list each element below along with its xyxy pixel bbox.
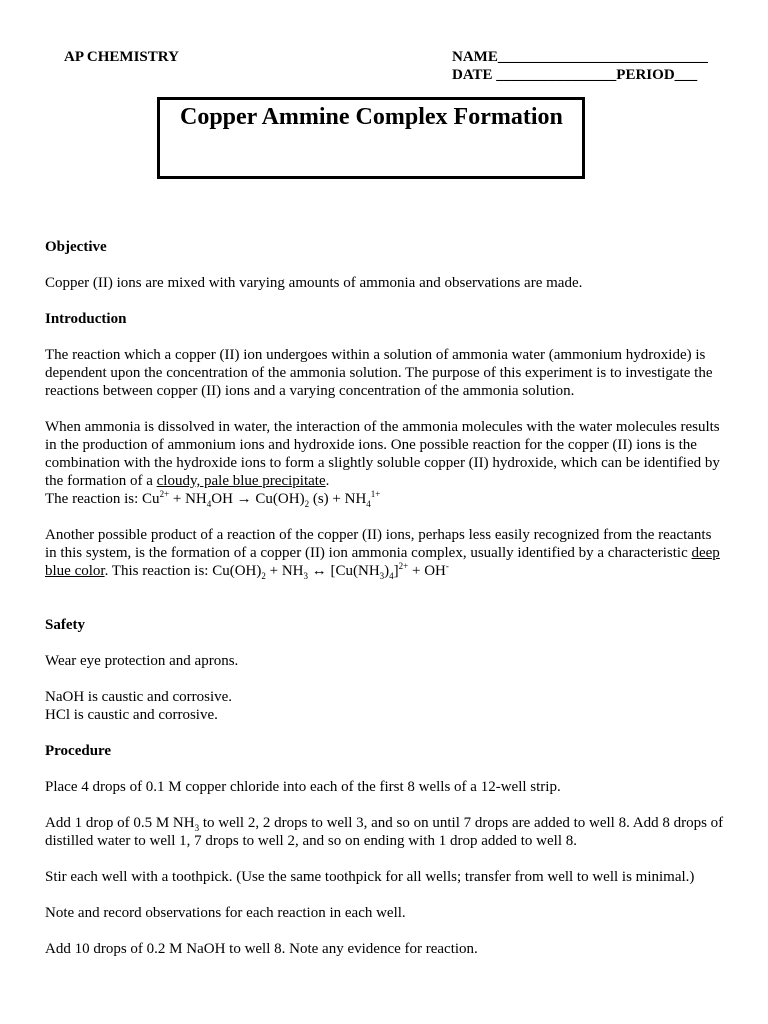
safety-line-3: HCl is caustic and corrosive. [45,707,218,723]
course-label: AP CHEMISTRY [64,49,179,65]
procedure-step-2: Add 1 drop of 0.5 M $NH_3$ to well 2, 2 drops to well 3, and so on until 7 drops are added to well 8. Add 8 drops of distilled water to well 1, 7 drops to well 2, and so on ending with 1 drop added to well 8. [45,815,724,849]
procedure-heading: Procedure [45,743,112,759]
introduction-paragraph-3: Another possible product of a reaction of the copper (II) ions, perhaps less easily recognized from the reactants in this system, is the formation of a copper (II) ion ammonia complex, usually identified by a characteristic deep blue color. This reaction is: $Cu(OH)_2 + NH_3$ ↔ $[Cu(NH_3)_4]^{2+} + OH^-$ [45,527,720,581]
date-period-line: DATE ________________PERIOD___ [452,67,698,83]
safety-line-2: NaOH is caustic and corrosive. [45,689,233,705]
introduction-paragraph-1: The reaction which a copper (II) ion undergoes within a solution of ammonia water (ammonium hydroxide) is dependent upon the concentration of the ammonia solution. The purpose of this experiment is to investigate the reactions between copper (II) ions and a varying concentration of the ammonia solution. [45,347,713,399]
procedure-step-4: Note and record observations for each reaction in each well. [45,905,406,921]
safety-heading: Safety [45,617,85,633]
objective-heading: Objective [45,239,107,255]
safety-line-1: Wear eye protection and aprons. [45,653,239,669]
procedure-step-3: Stir each well with a toothpick. (Use the same toothpick for all wells; transfer from well to well is minimal.) [45,869,695,885]
introduction-paragraph-2: When ammonia is dissolved in water, the interaction of the ammonia molecules with the water molecules results in the production of ammonium ions and hydroxide ions. One possible reaction for the copper (II) ions is the combination with the hydroxide ions to form a slightly soluble copper (II) hydroxide, which can be identified by the formation of a cloudy, pale blue precipitate. [45,419,720,489]
procedure-step-1: Place 4 drops of 0.1 M copper chloride into each of the first 8 wells of a 12-well strip. [45,779,561,795]
objective-text: Copper (II) ions are mixed with varying amounts of ammonia and observations are made. [45,275,583,291]
cloudy-precipitate-text: cloudy, pale blue precipitate [156,473,326,489]
procedure-step-5: Add 10 drops of 0.2 M NaOH to well 8. Note any evidence for reaction. [45,941,478,957]
introduction-heading: Introduction [45,311,127,327]
document-body [45,238,725,958]
reaction-1: The reaction is: $Cu^{2+} + NH_4OH \to Cu(OH)_2$ $(s) + NH_4^{1+}$ [45,489,381,509]
name-line: NAME____________________________ [452,49,708,65]
deep-blue-text: deep blue color [45,545,720,579]
page-title: Copper Ammine Complex Formation [180,104,563,130]
